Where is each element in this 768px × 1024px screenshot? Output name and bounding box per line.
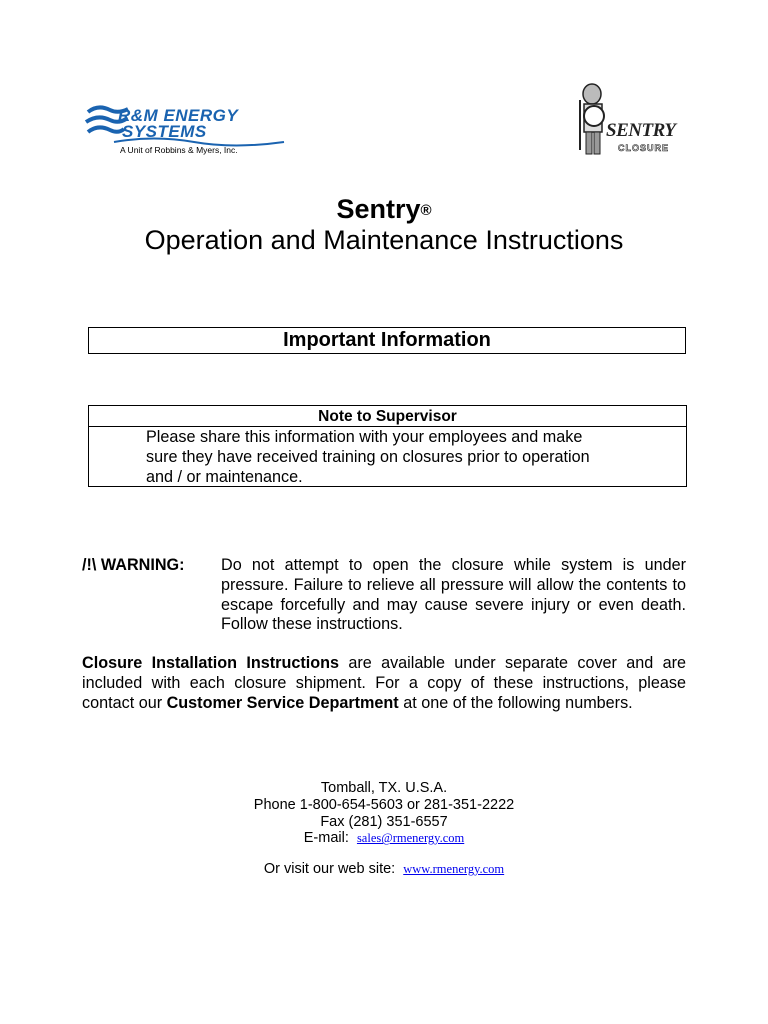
customer-service-term: Customer Service Department xyxy=(166,693,399,712)
supervisor-line-3: and / or maintenance. xyxy=(146,467,303,486)
contact-web-line xyxy=(0,861,768,878)
important-information-heading: Important Information xyxy=(88,327,686,354)
page-title xyxy=(0,194,768,225)
contact-phone: Phone 1-800-654-5603 or 281-351-2222 xyxy=(253,796,515,813)
warning-text: Do not attempt to open the closure while system is under pressure. Failure to relieve all pressure will allow the contents to escape forcefully and may cause severe injury or even death. Follow these instructions. xyxy=(221,556,686,634)
registered-mark: ® xyxy=(420,202,432,219)
page-subtitle: Operation and Maintenance Instructions xyxy=(144,225,624,255)
rm-logo-line1: R&M ENERGY xyxy=(118,106,239,125)
contact-block xyxy=(0,780,768,878)
supervisor-note-body xyxy=(89,427,686,487)
contact-fax: Fax (281) 351-6557 xyxy=(320,813,448,830)
supervisor-line-1: Please share this information with your employees and make xyxy=(146,428,583,446)
installation-text-2: at one of the following numbers. xyxy=(398,693,633,712)
warning-label: /!\ WARNING: xyxy=(82,556,185,574)
sentry-closure-logo xyxy=(572,80,682,162)
rm-energy-logo xyxy=(84,100,299,160)
closure-logo-word: CLOSURE xyxy=(618,143,670,153)
product-name: Sentry xyxy=(336,194,421,224)
supervisor-note-box xyxy=(88,405,687,487)
installation-paragraph xyxy=(82,654,686,713)
email-link[interactable]: sales@rmenergy.com xyxy=(356,831,465,846)
installation-text-1: are available under separate cover and are included with each closure shipment. For a copy of these instructions, please contact our xyxy=(82,654,686,712)
contact-email-line xyxy=(0,830,768,847)
contact-location: Tomball, TX. U.S.A. xyxy=(320,780,448,796)
email-label: E-mail: xyxy=(303,830,349,847)
website-link[interactable]: www.rmenergy.com xyxy=(403,862,505,877)
supervisor-line-2: sure they have received training on closures prior to operation xyxy=(146,447,590,466)
sentry-logo-word: SENTRY xyxy=(606,120,676,141)
web-label: Or visit our web site: xyxy=(263,861,396,878)
installation-bold-term: Closure Installation Instructions xyxy=(82,654,340,672)
rm-logo-line2: SYSTEMS xyxy=(122,122,207,141)
supervisor-note-heading: Note to Supervisor xyxy=(89,406,686,427)
rm-logo-subtitle: A Unit of Robbins & Myers, Inc. xyxy=(120,145,238,155)
